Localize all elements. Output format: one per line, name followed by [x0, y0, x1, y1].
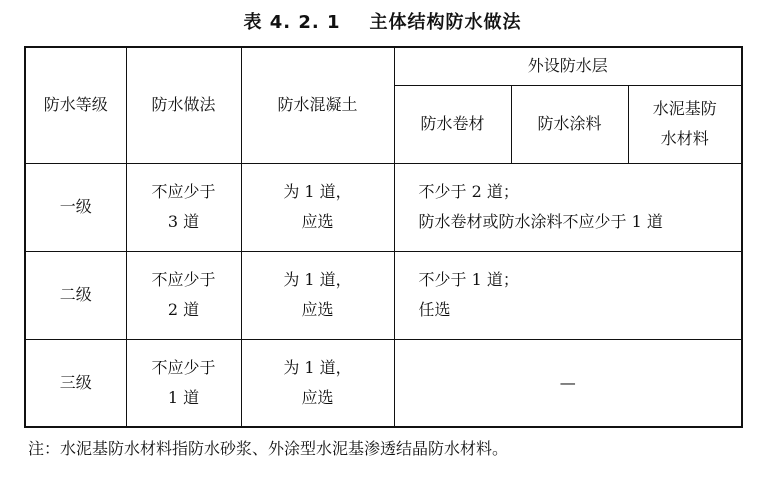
row-concrete-line1: 为 1 道， [283, 182, 352, 201]
header-cement-line2: 水材料 [660, 129, 709, 148]
row-method [126, 163, 241, 251]
row-method [126, 251, 241, 339]
row-external [394, 163, 742, 251]
header-coil: 防水卷材 [394, 85, 511, 163]
row-external: — [394, 339, 742, 427]
row-concrete [241, 339, 394, 427]
header-row-top [25, 47, 742, 85]
row-method-line2: 1 道 [167, 387, 200, 407]
header-method: 防水做法 [126, 47, 241, 163]
row-level: 二级 [25, 251, 126, 339]
row-concrete-line2: 应选 [301, 212, 334, 231]
row-method-line1: 不应少于 [151, 182, 216, 201]
row-concrete-line2: 应选 [301, 387, 334, 407]
row-concrete-line1: 为 1 道， [283, 270, 352, 289]
header-concrete: 防水混凝土 [241, 47, 394, 163]
row-external-line1: 不少于 2 道； [418, 182, 519, 201]
row-concrete-line2: 应选 [301, 300, 334, 319]
row-concrete [241, 163, 394, 251]
row-external [394, 251, 742, 339]
header-coating: 防水涂料 [511, 85, 628, 163]
row-method-line2: 3 道 [167, 212, 200, 231]
row-method-line2: 2 道 [167, 300, 200, 319]
table-row [25, 339, 742, 427]
row-method-line1: 不应少于 [151, 270, 216, 289]
row-concrete [241, 251, 394, 339]
waterproofing-table [24, 46, 743, 428]
header-cement [628, 85, 742, 163]
row-level: 一级 [25, 163, 126, 251]
header-external-group: 外设防水层 [394, 47, 742, 85]
header-cement-line1: 水泥基防 [652, 99, 717, 118]
table-title: 表 4. 2. 1 主体结构防水做法 [243, 12, 522, 33]
header-level: 防水等级 [25, 47, 126, 163]
row-external-line2: 任选 [418, 300, 451, 319]
row-level: 三级 [25, 339, 126, 427]
row-external-line2: 防水卷材或防水涂料不应少于 1 道 [418, 212, 663, 231]
table-row [25, 251, 742, 339]
table-note: 注：水泥基防水材料指防水砂浆、外涂型水泥基渗透结晶防水材料。 [28, 439, 509, 458]
row-method [126, 339, 241, 427]
row-external-line1: 不少于 1 道； [418, 270, 519, 289]
row-concrete-line1: 为 1 道， [283, 357, 352, 377]
table-row [25, 163, 742, 251]
row-method-line1: 不应少于 [151, 357, 216, 377]
